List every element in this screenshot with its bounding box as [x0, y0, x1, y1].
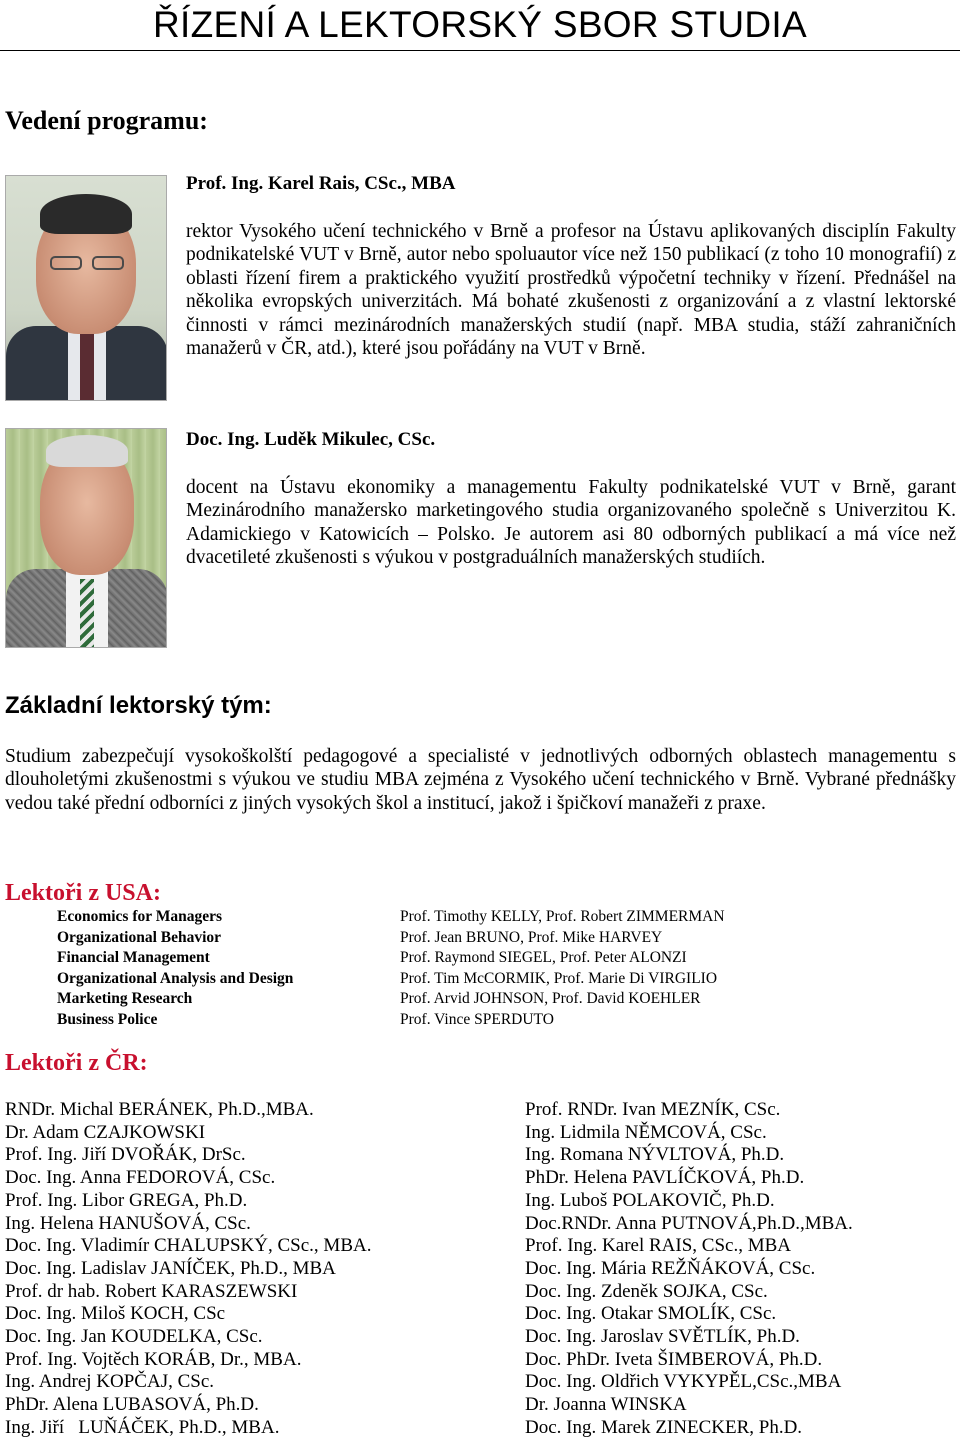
- list-item: Doc. Ing. Marek ZINECKER, Ph.D.: [525, 1416, 803, 1438]
- usa-course-list: [57, 907, 293, 1031]
- list-item: Business Police: [57, 1010, 158, 1028]
- list-item: Doc. Ing. Jan KOUDELKA, CSc.: [5, 1326, 263, 1348]
- list-item: Prof. Arvid JOHNSON, Prof. David KOEHLER: [400, 990, 701, 1008]
- list-item: Financial Management: [57, 949, 210, 967]
- list-item: Doc. Ing. Mária REŽŇÁKOVÁ, CSc.: [525, 1257, 816, 1279]
- list-item: Ing. Jiří LUŇÁČEK, Ph.D., MBA.: [5, 1416, 280, 1438]
- list-item: Dr. Joanna WINSKA: [525, 1394, 687, 1416]
- list-item: Ing. Romana NÝVLTOVÁ, Ph.D.: [525, 1144, 785, 1166]
- person-bio-1: rektor Vysokého učení technického v Brně a profesor na Ústavu aplikovaných disciplín Fakulty podnikatelské VUT v Brně, autor nebo spoluautor více než 150 publikací (z toho 10 monografií) z oblasti řízení firem a praktického využití prostředků výpočetní techniky v řízení. Přednášel na několika evropských univerzitách. Má bohaté zkušenosti z organizování a z vlastní lektorské činnosti v rámci mezinárodních manažerských studií (např. MBA studia, stáží zahraničních manažerů v ČR, atd.), které jsou pořádány na VUT v Brně.: [186, 221, 956, 360]
- list-item: Ing. Lidmila NĚMCOVÁ, CSc.: [525, 1121, 767, 1143]
- glasses-right-icon: [92, 256, 124, 270]
- list-item: Prof. dr hab. Robert KARASZEWSKI: [5, 1280, 298, 1302]
- list-item: Organizational Behavior: [57, 928, 222, 946]
- list-item: Doc. Ing. Ladislav JANÍČEK, Ph.D., MBA: [5, 1257, 336, 1279]
- list-item: PhDr. Alena LUBASOVÁ, Ph.D.: [5, 1394, 259, 1416]
- list-item: Prof. Raymond SIEGEL, Prof. Peter ALONZI: [400, 949, 687, 967]
- list-item: Marketing Research: [57, 990, 193, 1008]
- leadership-heading: Vedení programu:: [5, 106, 208, 135]
- list-item: Doc. Ing. Vladimír CHALUPSKÝ, CSc., MBA.: [5, 1235, 372, 1257]
- list-item: Prof. Tim McCORMIK, Prof. Marie Di VIRGILIO: [400, 969, 718, 987]
- list-item: Economics for Managers: [57, 908, 223, 925]
- list-item: Doc. Ing. Miloš KOCH, CSc: [5, 1303, 226, 1325]
- list-item: Prof. Jean BRUNO, Prof. Mike HARVEY: [400, 928, 663, 946]
- cr-lecturers-heading: Lektoři z ČR:: [5, 1050, 148, 1076]
- list-item: Doc. Ing. Oldřich VYKYPĚL,CSc.,MBA: [525, 1371, 842, 1393]
- person-bio-2: docent na Ústavu ekonomiky a managementu Fakulty podnikatelské VUT v Brně, garant Mezinárodního manažersko marketingového studia organizovaného společně s Univerzitou K. Adamickiego v Katowicích – Polsko. Je autorem asi 80 odborných publikací a má více než dvacetileté zkušenosti s výukou v postgraduálních manažerských studiích.: [186, 477, 956, 569]
- list-item: Prof. Ing. Karel RAIS, CSc., MBA: [525, 1235, 791, 1257]
- portrait-photo-mikulec: [5, 428, 167, 648]
- list-item: Organizational Analysis and Design: [57, 969, 294, 987]
- list-item: Prof. Ing. Jiří DVOŘÁK, DrSc.: [5, 1144, 246, 1166]
- list-item: RNDr. Michal BERÁNEK, Ph.D.,MBA.: [5, 1099, 314, 1120]
- usa-lecturer-list: [400, 907, 725, 1031]
- core-team-heading: Základní lektorský tým:: [5, 692, 272, 719]
- list-item: Prof. Timothy KELLY, Prof. Robert ZIMMERMAN: [400, 908, 725, 925]
- person-name-1: Prof. Ing. Karel Rais, CSc., MBA: [186, 173, 456, 194]
- cr-lecturer-list-right: [525, 1099, 853, 1440]
- cr-lecturer-list-left: [5, 1099, 371, 1440]
- title-underline: [0, 50, 960, 51]
- list-item: Prof. Ing. Vojtěch KORÁB, Dr., MBA.: [5, 1348, 302, 1370]
- portrait-photo-rais: [5, 175, 167, 401]
- page-title: ŘÍZENÍ A LEKTORSKÝ SBOR STUDIA: [153, 4, 807, 45]
- list-item: Dr. Adam CZAJKOWSKI: [5, 1121, 206, 1143]
- list-item: Prof. Ing. Libor GREGA, Ph.D.: [5, 1189, 248, 1211]
- tie-shape: [80, 579, 94, 648]
- glasses-left-icon: [50, 256, 82, 270]
- list-item: Doc. Ing. Otakar SMOLÍK, CSc.: [525, 1303, 777, 1325]
- list-item: Ing. Luboš POLAKOVIČ, Ph.D.: [525, 1189, 775, 1211]
- list-item: Doc. Ing. Jaroslav SVĚTLÍK, Ph.D.: [525, 1326, 800, 1348]
- core-team-text: Studium zabezpečují vysokoškolští pedagogové a specialisté v jednotlivých odborných oblastech managementu s dlouholetými zkušenostmi s výukou ve studiu MBA zejména z Vysokého učení technického v Brně. Vybrané přednášky vedou také přední odborníci z jiných vysokých škol a institucí, jakož i špičkoví manažeři z praxe.: [5, 746, 956, 814]
- list-item: Doc. PhDr. Iveta ŠIMBEROVÁ, Ph.D.: [525, 1348, 823, 1370]
- list-item: Doc.RNDr. Anna PUTNOVÁ,Ph.D.,MBA.: [525, 1212, 853, 1234]
- hair-shape: [46, 435, 128, 467]
- list-item: Prof. Vince SPERDUTO: [400, 1010, 554, 1028]
- list-item: Prof. RNDr. Ivan MEZNÍK, CSc.: [525, 1099, 781, 1120]
- hair-shape: [40, 194, 132, 234]
- list-item: Ing. Helena HANUŠOVÁ, CSc.: [5, 1212, 251, 1234]
- list-item: Doc. Ing. Anna FEDOROVÁ, CSc.: [5, 1167, 276, 1189]
- person-name-2: Doc. Ing. Luděk Mikulec, CSc.: [186, 429, 436, 450]
- usa-lecturers-heading: Lektoři z USA:: [5, 880, 161, 906]
- list-item: PhDr. Helena PAVLÍČKOVÁ, Ph.D.: [525, 1167, 805, 1189]
- tie-shape: [80, 334, 94, 401]
- list-item: Ing. Andrej KOPČAJ, CSc.: [5, 1371, 215, 1393]
- list-item: Doc. Ing. Zdeněk SOJKA, CSc.: [525, 1280, 768, 1302]
